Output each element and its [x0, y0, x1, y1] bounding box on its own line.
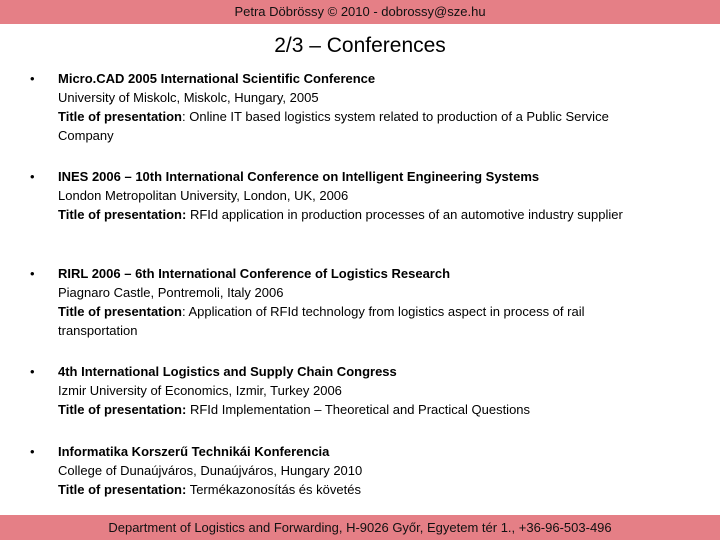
conference-venue: Piagnaro Castle, Pontremoli, Italy 2006	[58, 285, 284, 300]
footer-bar	[0, 515, 720, 540]
presentation-title: : Application of RFId technology from logistics aspect in process of rail transportation	[58, 304, 585, 338]
presentation-label: Title of presentation	[58, 109, 182, 124]
conference-details	[58, 69, 658, 145]
presentation-line	[58, 480, 658, 499]
presentation-line	[58, 107, 658, 145]
conference-venue: University of Miskolc, Miskolc, Hungary, 2005	[58, 90, 319, 105]
presentation-label: Title of presentation:	[58, 482, 187, 497]
conference-venue: Izmir University of Economics, Izmir, Turkey 2006	[58, 383, 342, 398]
presentation-line	[58, 400, 658, 419]
bullet: •	[30, 364, 35, 379]
bullet: •	[30, 444, 35, 459]
presentation-label: Title of presentation:	[58, 402, 187, 417]
footer-text: Department of Logistics and Forwarding, H-9026 Győr, Egyetem tér 1., +36-96-503-496	[108, 520, 612, 535]
conference-details	[58, 362, 658, 419]
conference-name: 4th International Logistics and Supply Chain Congress	[58, 364, 397, 379]
conference-venue: College of Dunaújváros, Dunaújváros, Hungary 2010	[58, 463, 363, 478]
presentation-title: RFId Implementation – Theoretical and Practical Questions	[186, 402, 531, 417]
slide-title: 2/3 – Conferences	[274, 34, 446, 57]
presentation-title: Termékazonosítás és követés	[186, 482, 361, 497]
conference-venue: London Metropolitan University, London, UK, 2006	[58, 188, 349, 203]
conference-name: RIRL 2006 – 6th International Conference of Logistics Research	[58, 266, 451, 281]
bullet: •	[30, 71, 35, 86]
conference-name: INES 2006 – 10th International Conference on Intelligent Engineering Systems	[58, 169, 540, 184]
presentation-line	[58, 302, 658, 340]
conference-name: Informatika Korszerű Technikái Konferencia	[58, 444, 330, 459]
conference-details	[58, 264, 658, 340]
presentation-title: : Online IT based logistics system related to production of a Public Service Company	[58, 109, 609, 143]
header-text: Petra Döbrössy © 2010 - dobrossy@sze.hu	[234, 4, 486, 19]
presentation-line	[58, 205, 658, 224]
conference-details	[58, 167, 658, 224]
presentation-title: RFId application in production processes of an automotive industry supplier	[186, 207, 623, 222]
conference-name: Micro.CAD 2005 International Scientific Conference	[58, 71, 376, 86]
conference-details	[58, 442, 658, 499]
bullet: •	[30, 169, 35, 184]
header-bar	[0, 0, 720, 24]
bullet: •	[30, 266, 35, 281]
presentation-label: Title of presentation	[58, 304, 182, 319]
presentation-label: Title of presentation:	[58, 207, 187, 222]
